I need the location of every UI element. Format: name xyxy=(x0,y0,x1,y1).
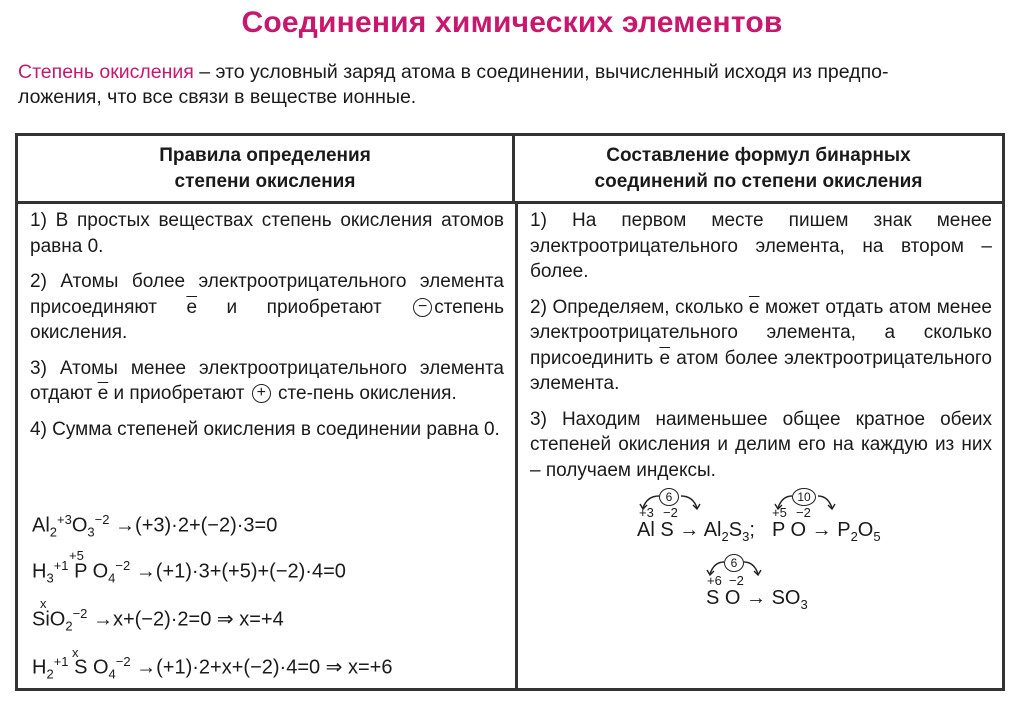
ox-state-p: +5 xyxy=(772,505,787,520)
formula-calc: →(+1)·3+(+5)+(−2)·4=0 xyxy=(130,560,346,583)
definition-paragraph xyxy=(18,60,1008,110)
step-2-text-b: может отдать атом менее электроотрицательного элемента, а сколько присоединить xyxy=(530,296,993,369)
ox-state-si: x xyxy=(40,596,47,611)
electron-symbol: $\overline{e}$ xyxy=(186,296,198,318)
definition-text-line2: ложения, что все связи в веществе ионные. xyxy=(18,86,417,108)
header-divider xyxy=(18,201,1002,204)
step-3: 3) Находим наименьшее общее кратное обеих степеней окисления и делим его на каждую из них – получаем индексы. xyxy=(530,408,992,481)
minus-circle-icon: − xyxy=(413,298,432,317)
definition-term: Степень окисления xyxy=(18,61,194,83)
ox-state-p: +5 xyxy=(69,548,84,563)
ox-state-o: −2 xyxy=(796,505,811,520)
header-rules xyxy=(18,136,515,201)
ox-state-h: +1 xyxy=(53,654,69,669)
formula-h2so4: $H_2^{+1}$ S $O_4^{-2} \to(+1)\cdot 2+x+(-2)\cdot 4=0$ ⇒ x=+6 xyxy=(32,654,393,682)
step-2 xyxy=(530,295,992,397)
electron-symbol: $\overline{e}$ xyxy=(97,383,109,404)
arrow: → xyxy=(673,519,700,541)
ox-state-o: −2 xyxy=(72,606,88,621)
ox-state-o: −2 xyxy=(729,573,744,588)
ox-state-s: −2 xyxy=(663,505,678,520)
ox-state-o: −2 xyxy=(115,654,131,669)
column-divider xyxy=(515,201,518,691)
rule-3-text-c: сте-пень окисления. xyxy=(272,383,457,404)
formula-calc: →x+(−2)·2=0 ⇒ x=+4 xyxy=(87,608,284,631)
rule-3-text: 3) Атомы менее электроотрицательного элемента отдают xyxy=(30,357,504,404)
rules-table xyxy=(15,133,1005,691)
ox-state-s: +6 xyxy=(707,573,722,588)
scheme-p2o5-formula: P $O \to P_2O_5$ xyxy=(772,519,881,544)
page-title: Соединения химических элементов xyxy=(241,6,783,39)
scheme-so3 xyxy=(704,554,824,616)
ox-state-o: −2 xyxy=(94,512,110,527)
ox-state-al: +3 xyxy=(639,505,654,520)
formula-sio2: SiO$_2^{-2}$ →x+(−2)·2=0 ⇒ x=+4 xyxy=(32,606,284,634)
rule-3-text-b: и приобретают xyxy=(108,383,250,404)
ox-state-h: +1 xyxy=(53,558,69,573)
arrow: → xyxy=(806,519,832,541)
rule-2 xyxy=(30,269,504,346)
step-2-text-c: атом более электроотрицательного элемента. xyxy=(530,347,992,394)
ox-state-s: x xyxy=(72,645,79,660)
rule-2-text-c: степень окисления. xyxy=(30,296,504,343)
lcm-badge: 10 xyxy=(792,488,816,506)
scheme-so3-formula: S $O \to SO_3$ xyxy=(706,587,808,612)
rules-column xyxy=(30,208,504,452)
rule-2-text-b: и приобретают xyxy=(197,296,412,318)
rule-2-text: 2) Атомы более электроотрицательного элемента присоединяют xyxy=(30,271,504,318)
scheme-p2o5 xyxy=(768,488,918,548)
rule-4: 4) Сумма степеней окисления в соединении равна 0. xyxy=(30,418,500,440)
electron-symbol: $\overline{e}$ xyxy=(748,296,760,318)
plus-circle-icon: + xyxy=(252,384,271,403)
definition-text: – это условный заряд атома в соединении, вычисленный исходя из предпо- xyxy=(193,61,889,83)
lcm-badge: 6 xyxy=(659,488,679,506)
rule-1: 1) В простых веществах степень окисления атомов равна 0. xyxy=(30,210,504,257)
header-formulas-line2: соединений по степени окисления xyxy=(594,171,923,192)
separator: ; xyxy=(749,519,755,541)
ox-state-al: +3 xyxy=(57,512,72,527)
formula-h3po4: $H_3^{+1}$ P $O_4^{-2} \to(+1)\cdot 3+(+5)+(-2)\cdot 4=0$ xyxy=(32,558,346,586)
header-rules-line1: Правила определения xyxy=(159,145,371,166)
header-rules-line2: степени окисления xyxy=(174,171,356,192)
scheme-al2s3-formula: Al $S \to Al_2S_3$; xyxy=(637,519,755,544)
header-formulas-line1: Составление формул бинарных xyxy=(606,145,911,166)
step-2-text: 2) Определяем, сколько xyxy=(530,296,749,318)
rule-3 xyxy=(30,356,504,407)
arrow: → xyxy=(740,587,767,609)
formulas-column xyxy=(530,208,992,493)
electron-symbol: $\overline{e}$ xyxy=(659,347,671,369)
formula-calc: →(+1)·2+x+(−2)·4=0 ⇒ x=+6 xyxy=(130,656,393,679)
header-formulas xyxy=(515,136,1002,201)
step-1: 1) На первом месте пишем знак менее электроотрицательного элемента, на втором – более. xyxy=(530,210,992,282)
formula-calc: →(+3)·2+(−2)·3=0 xyxy=(109,514,278,537)
lcm-badge: 6 xyxy=(724,554,744,572)
formula-al2o3: $Al_2^{+3}O_3^{-2} \to(+3)\cdot 2+(-2)\cdot 3=0$ xyxy=(32,512,278,540)
ox-state-o: −2 xyxy=(115,558,131,573)
